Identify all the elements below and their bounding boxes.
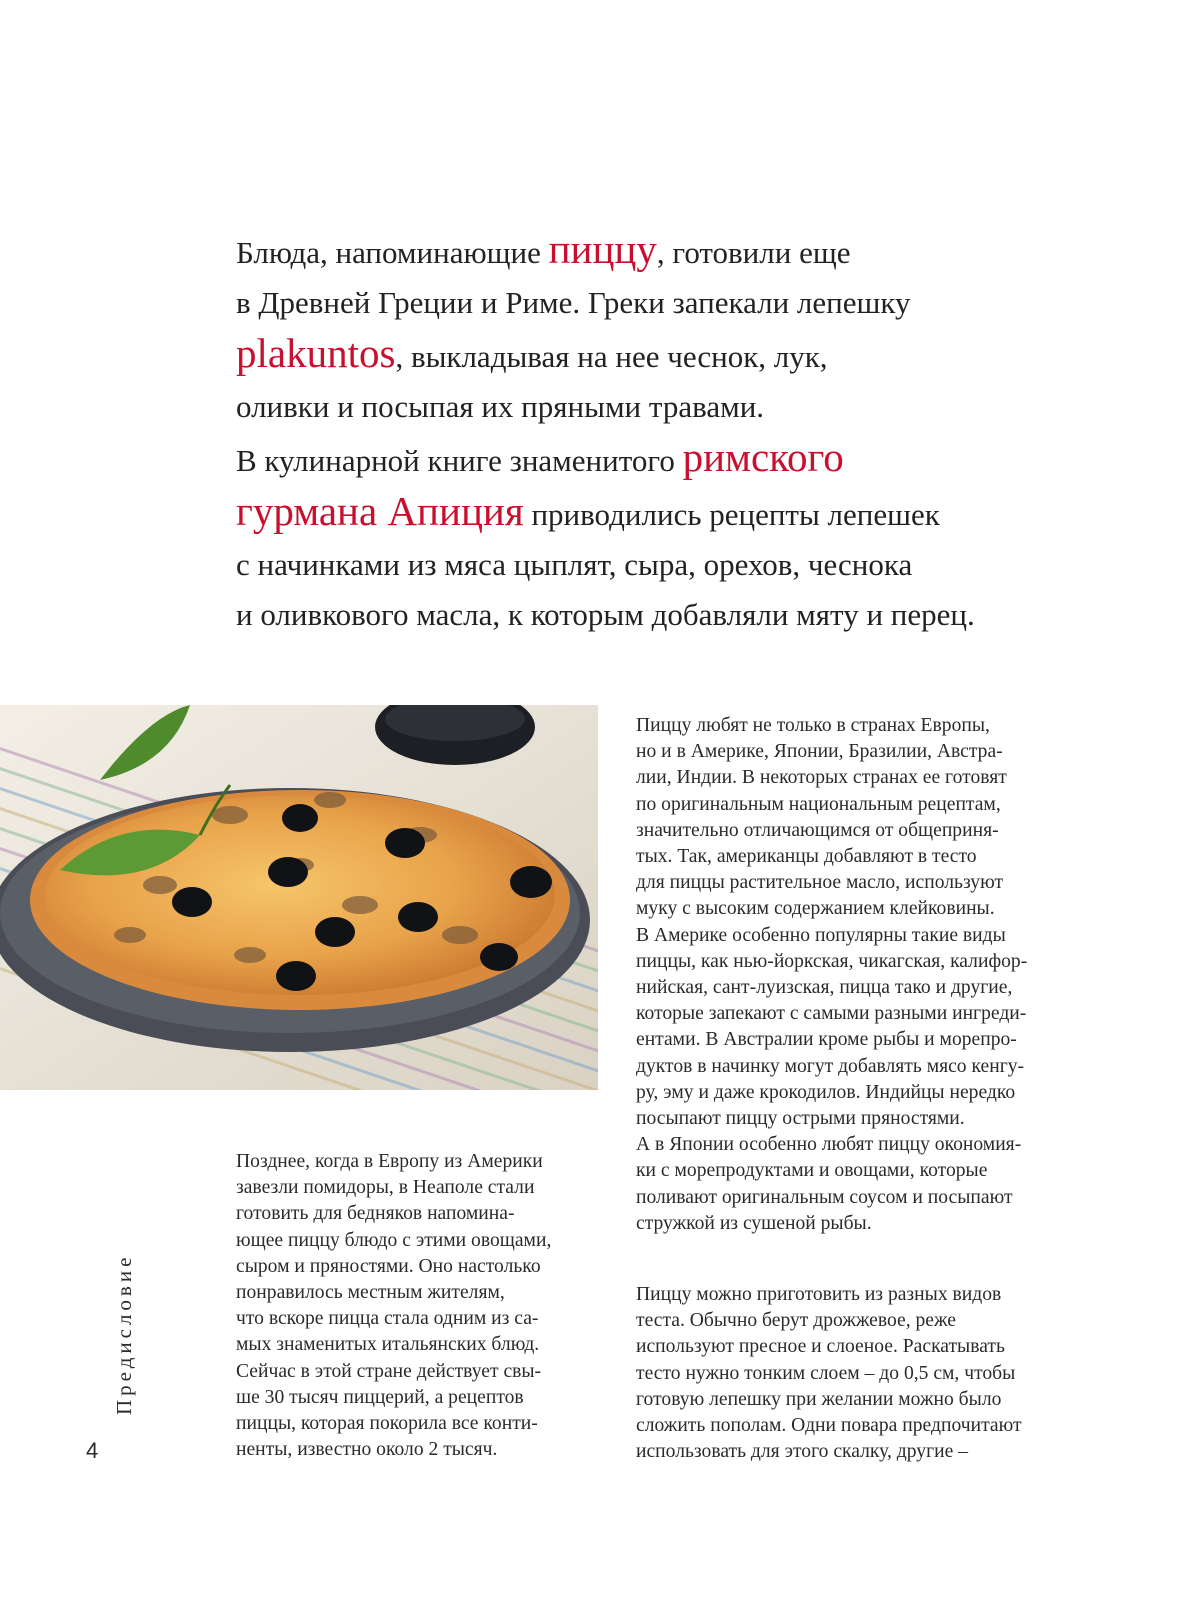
highlight-plakuntos: plakuntos	[236, 330, 396, 376]
text-line: В Америке особенно популярны такие виды	[636, 924, 1006, 946]
text-line: сложить пополам. Одни повара предпочитают	[636, 1415, 1022, 1437]
highlight-pizza: пиццу	[548, 226, 657, 272]
intro-text: , выкладывая на нее чеснок, лук,	[395, 339, 828, 374]
highlight-apicius: гурмана Апиция	[236, 488, 524, 534]
text-line: Пиццу можно приготовить из разных видов	[636, 1284, 1002, 1305]
pizza-photo	[0, 705, 598, 1090]
intro-paragraph	[236, 224, 1156, 640]
text-line: использовать для этого скалку, другие –	[636, 1441, 968, 1463]
text-line: ющее пиццу блюдо с этими овощами,	[236, 1229, 552, 1251]
text-line: готовить для бедняков напомина-	[236, 1203, 515, 1225]
text-line: тых. Так, американцы добавляют в тесто	[636, 846, 977, 868]
left-text-column	[236, 1149, 606, 1463]
section-label: Предисловие	[112, 1253, 136, 1415]
intro-line	[236, 328, 1156, 382]
text-line: дуктов в начинку могут добавлять мясо кенгу-	[636, 1055, 1025, 1077]
text-line: по оригинальным национальным рецептам,	[636, 793, 1001, 815]
intro-line	[236, 432, 1156, 486]
intro-line: в Древней Греции и Риме. Греки запекали лепешку	[236, 285, 911, 320]
text-line: мых знаменитых итальянских блюд.	[236, 1334, 540, 1356]
text-line: теста. Обычно берут дрожжевое, реже	[636, 1310, 956, 1332]
text-line: Позднее, когда в Европу из Америки	[236, 1151, 543, 1172]
text-line: сыром и пряностями. Оно настолько	[236, 1255, 541, 1277]
text-line: значительно отличающимся от общеприня-	[636, 819, 999, 841]
text-line: муку с высоким содержанием клейковины.	[636, 898, 995, 920]
page-number: 4	[86, 1438, 99, 1463]
intro-line: оливки и посыпая их пряными травами.	[236, 389, 765, 424]
text-line: Пиццу любят не только в странах Европы,	[636, 715, 990, 736]
text-line: ки с морепродуктами и овощами, которые	[636, 1160, 988, 1182]
text-line: Сейчас в этой стране действует свы-	[236, 1360, 542, 1382]
highlight-roman: римского	[682, 434, 844, 480]
text-line: ше 30 тысяч пиццерий, а рецептов	[236, 1386, 524, 1408]
text-line: но и в Америке, Японии, Бразилии, Австра-	[636, 741, 1003, 763]
text-line: тесто нужно тонким слоем – до 0,5 см, чтобы	[636, 1362, 1016, 1384]
text-line: ненты, известно около 2 тысяч.	[236, 1439, 498, 1461]
text-line: понравилось местным жителям,	[236, 1282, 505, 1304]
text-line: нийская, сант-луизская, пицца тако и другие,	[636, 977, 1013, 999]
text-line: поливают оригинальным соусом и посыпают	[636, 1186, 1013, 1208]
text-line: которые запекают с самыми разными ингреди-	[636, 1003, 1027, 1025]
text-line: пиццы, которая покорила все конти-	[236, 1413, 538, 1435]
text-line: завезли помидоры, в Неаполе стали	[236, 1177, 535, 1199]
intro-line: и оливкового масла, к которым добавляли мяту и перец.	[236, 597, 975, 632]
pizza-illustration	[0, 705, 598, 1090]
intro-text: Блюда, напоминающие	[236, 235, 549, 270]
text-line: стружкой из сушеной рыбы.	[636, 1212, 872, 1234]
text-line: лии, Индии. В некоторых странах ее готовят	[636, 767, 1007, 789]
intro-text: приводились рецепты лепешек	[523, 497, 940, 532]
text-line: что вскоре пицца стала одним из са-	[236, 1308, 539, 1330]
intro-text: , готовили еще	[656, 235, 851, 270]
text-line: готовую лепешку при желании можно было	[636, 1388, 1002, 1410]
intro-text: В кулинарной книге знаменитого	[236, 443, 683, 478]
intro-line	[236, 486, 1156, 540]
right-text-column	[636, 713, 1106, 1237]
text-line: используют пресное и слоеное. Раскатывать	[636, 1336, 1005, 1358]
text-line: ру, эму и даже крокодилов. Индийцы нередко	[636, 1081, 1016, 1103]
text-line: посыпают пиццу острыми пряностями.	[636, 1108, 965, 1130]
intro-line	[236, 224, 1156, 278]
text-line: А в Японии особенно любят пиццу окономия-	[636, 1134, 1022, 1156]
intro-line: с начинками из мяса цыплят, сыра, орехов, чеснока	[236, 547, 913, 582]
text-line: пиццы, как нью-йоркская, чикагская, калифор-	[636, 950, 1028, 972]
text-line: для пиццы растительное масло, используют	[636, 872, 1004, 894]
right-text-column-2	[636, 1282, 1106, 1465]
text-line: ентами. В Австралии кроме рыбы и морепро-	[636, 1029, 1017, 1051]
